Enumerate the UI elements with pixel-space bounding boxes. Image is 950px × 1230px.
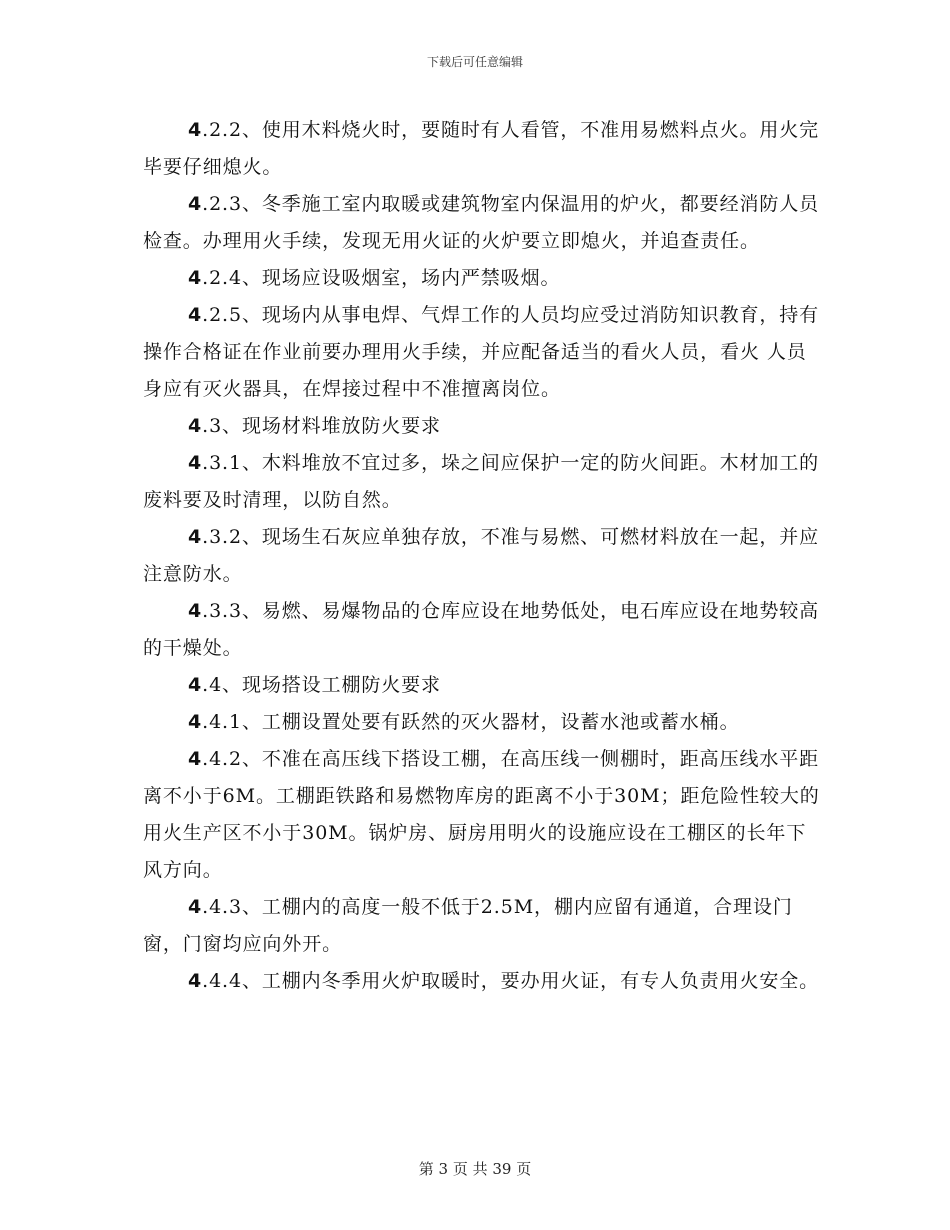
section-number: 4	[188, 600, 203, 622]
section-number: 4	[188, 415, 203, 437]
paragraph-text: .3.1、木料堆放不宜过多，垛之间应保护一定的防火间距。木材加工的废料要及时清理，以防自然。	[143, 452, 820, 511]
paragraph-4-2-2	[143, 112, 823, 186]
section-number: 4	[188, 674, 203, 696]
paragraph-4-3-2	[143, 519, 823, 593]
section-number: 4	[188, 304, 203, 326]
paragraph-4-4-3	[143, 889, 823, 963]
paragraph-4-3-1	[143, 445, 823, 519]
paragraph-text: .3.3、易燃、易爆物品的仓库应设在地势低处，电石库应设在地势较高的干燥处。	[143, 600, 820, 659]
section-number: 4	[188, 711, 203, 733]
page-header: 下载后可任意编辑	[426, 55, 523, 69]
section-number: 4	[188, 193, 203, 215]
section-heading-4-4	[143, 667, 823, 704]
section-number: 4	[188, 970, 203, 992]
paragraph-4-4-1	[143, 704, 823, 741]
section-number: 4	[188, 452, 203, 474]
paragraph-4-4-4	[143, 963, 823, 1000]
section-number: 4	[188, 896, 203, 918]
section-number: 4	[188, 748, 203, 770]
section-number: 4	[188, 119, 203, 141]
page-footer: 第 3 页 共 39 页	[418, 1160, 532, 1178]
paragraph-4-2-5	[143, 297, 823, 408]
paragraph-text: .4.1、工棚设置处要有跃然的灭火器材，设蓄水池或蓄水桶。	[202, 711, 740, 733]
paragraph-text: .3.2、现场生石灰应单独存放，不准与易燃、可燃材料放在一起，并应注意防水。	[143, 526, 820, 585]
paragraph-text: .2.2、使用木料烧火时，要随时有人看管，不准用易燃料点火。用火完毕要仔细熄火。	[143, 119, 820, 178]
paragraph-4-4-2	[143, 741, 823, 889]
section-heading-4-3	[143, 408, 823, 445]
paragraph-text: .2.3、冬季施工室内取暖或建筑物室内保温用的炉火，都要经消防人员检查。办理用火手续，发现无用火证的火炉要立即熄火，并追查责任。	[143, 193, 820, 252]
document-body	[143, 112, 823, 1000]
paragraph-text: .4.2、不准在高压线下搭设工棚，在高压线一侧棚时，距高压线水平距离不小于6M。工棚距铁路和易燃物库房的距离不小于30M；距危险性较大的用火生产区不小于30M。锅炉房、厨房用明火的设施应设在工棚区的长年下风方向。	[143, 748, 820, 881]
paragraph-text: .3、现场材料堆放防火要求	[202, 415, 441, 437]
paragraph-text: .4.4、工棚内冬季用火炉取暖时，要办用火证，有专人负责用火安全。	[202, 970, 820, 992]
section-number: 4	[188, 526, 203, 548]
paragraph-text: .2.4、现场应设吸烟室，场内严禁吸烟。	[202, 267, 561, 289]
paragraph-text: .4、现场搭设工棚防火要求	[202, 674, 441, 696]
paragraph-text: .4.3、工棚内的高度一般不低于2.5M，棚内应留有通道，合理设门窗，门窗均应向外开。	[143, 896, 793, 955]
paragraph-4-2-4	[143, 260, 823, 297]
section-number: 4	[188, 267, 203, 289]
paragraph-4-3-3	[143, 593, 823, 667]
paragraph-4-2-3	[143, 186, 823, 260]
paragraph-text: .2.5、现场内从事电焊、气焊工作的人员均应受过消防知识教育，持有操作合格证在作业前要办理用火手续，并应配备适当的看火人员，看火 人员身应有灭火器具，在焊接过程中不准擅离岗位。	[143, 304, 820, 400]
